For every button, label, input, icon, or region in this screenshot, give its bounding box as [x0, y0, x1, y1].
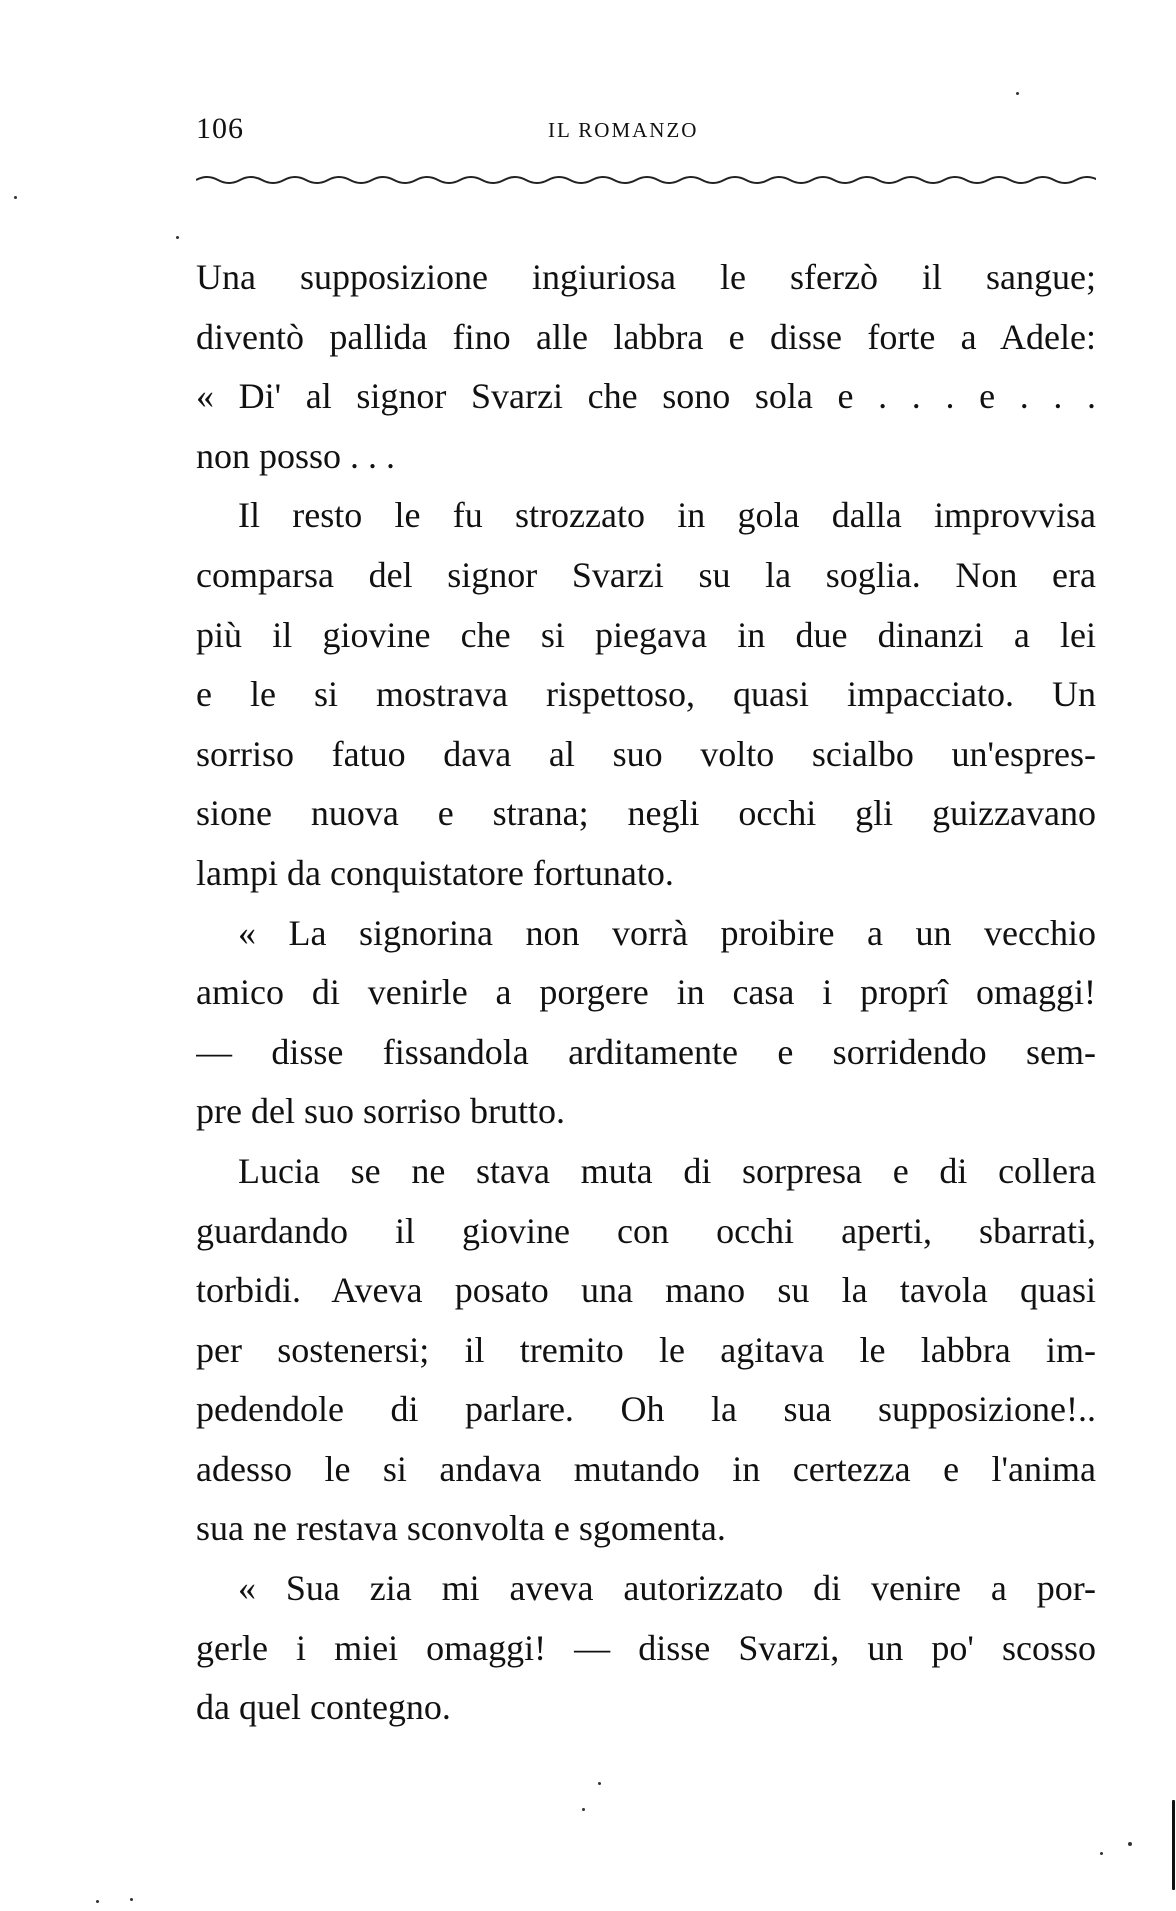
text-line: sua ne restava sconvolta e sgomenta.	[196, 1508, 726, 1549]
print-speck	[1128, 1842, 1132, 1846]
text-line: da quel contegno.	[196, 1687, 451, 1728]
print-speck	[1100, 1852, 1103, 1855]
body-text	[196, 248, 1096, 1738]
text-line: Una supposizione ingiuriosa le sferzò il sangue;	[196, 257, 1096, 297]
text-line: gerle i miei omaggi! — disse Svarzi, un po' scosso	[196, 1627, 1096, 1668]
text-line: per sostenersi; il tremito le agitava le labbra im-	[196, 1329, 1096, 1370]
text-line: più il giovine che si piegava in due dinanzi a lei	[196, 614, 1096, 655]
text-line: non posso . . .	[196, 435, 396, 476]
print-speck	[1016, 92, 1019, 95]
page-number: 106	[196, 112, 244, 145]
text-line: sione nuova e strana; negli occhi gli guizzavano	[196, 793, 1096, 834]
print-speck	[14, 196, 17, 199]
text-line: pedendole di parlare. Oh la sua supposizione!..	[196, 1389, 1096, 1430]
text-line: — disse fissandola arditamente e sorridendo sem-	[196, 1031, 1096, 1072]
print-speck	[96, 1900, 99, 1903]
print-speck	[598, 1782, 601, 1785]
text-line: « Di' al signor Svarzi che sono sola e . . . e . . .	[196, 376, 1096, 417]
wavy-rule-ornament	[196, 170, 1096, 190]
print-speck	[1172, 1800, 1175, 1890]
text-line: amico di venirle a porgere in casa i proprî omaggi!	[196, 972, 1096, 1013]
running-head: IL ROMANZO	[548, 118, 699, 142]
text-line: Lucia se ne stava muta di sorpresa e di collera	[238, 1150, 1096, 1191]
text-line: comparsa del signor Svarzi su la soglia. Non era	[196, 554, 1096, 595]
text-line: torbidi. Aveva posato una mano su la tavola quasi	[196, 1270, 1096, 1311]
text-line: lampi da conquistatore fortunato.	[196, 852, 674, 893]
text-line: diventò pallida fino alle labbra e disse forte a Adele:	[196, 316, 1096, 357]
text-line: sorriso fatuo dava al suo volto scialbo un'espres-	[196, 733, 1096, 774]
print-speck	[582, 1808, 585, 1811]
text-line: Il resto le fu strozzato in gola dalla improvvisa	[238, 495, 1096, 536]
text-line: « Sua zia mi aveva autorizzato di venire a por-	[238, 1568, 1096, 1609]
text-line: pre del suo sorriso brutto.	[196, 1091, 565, 1132]
text-line: adesso le si andava mutando in certezza e l'anima	[196, 1448, 1096, 1489]
text-line: guardando il giovine con occhi aperti, sbarrati,	[196, 1210, 1096, 1251]
page-header	[196, 112, 1096, 152]
print-speck	[176, 236, 179, 239]
print-speck	[130, 1898, 133, 1901]
text-line: « La signorina non vorrà proibire a un vecchio	[238, 912, 1096, 953]
text-line: e le si mostrava rispettoso, quasi impacciato. Un	[196, 674, 1096, 715]
